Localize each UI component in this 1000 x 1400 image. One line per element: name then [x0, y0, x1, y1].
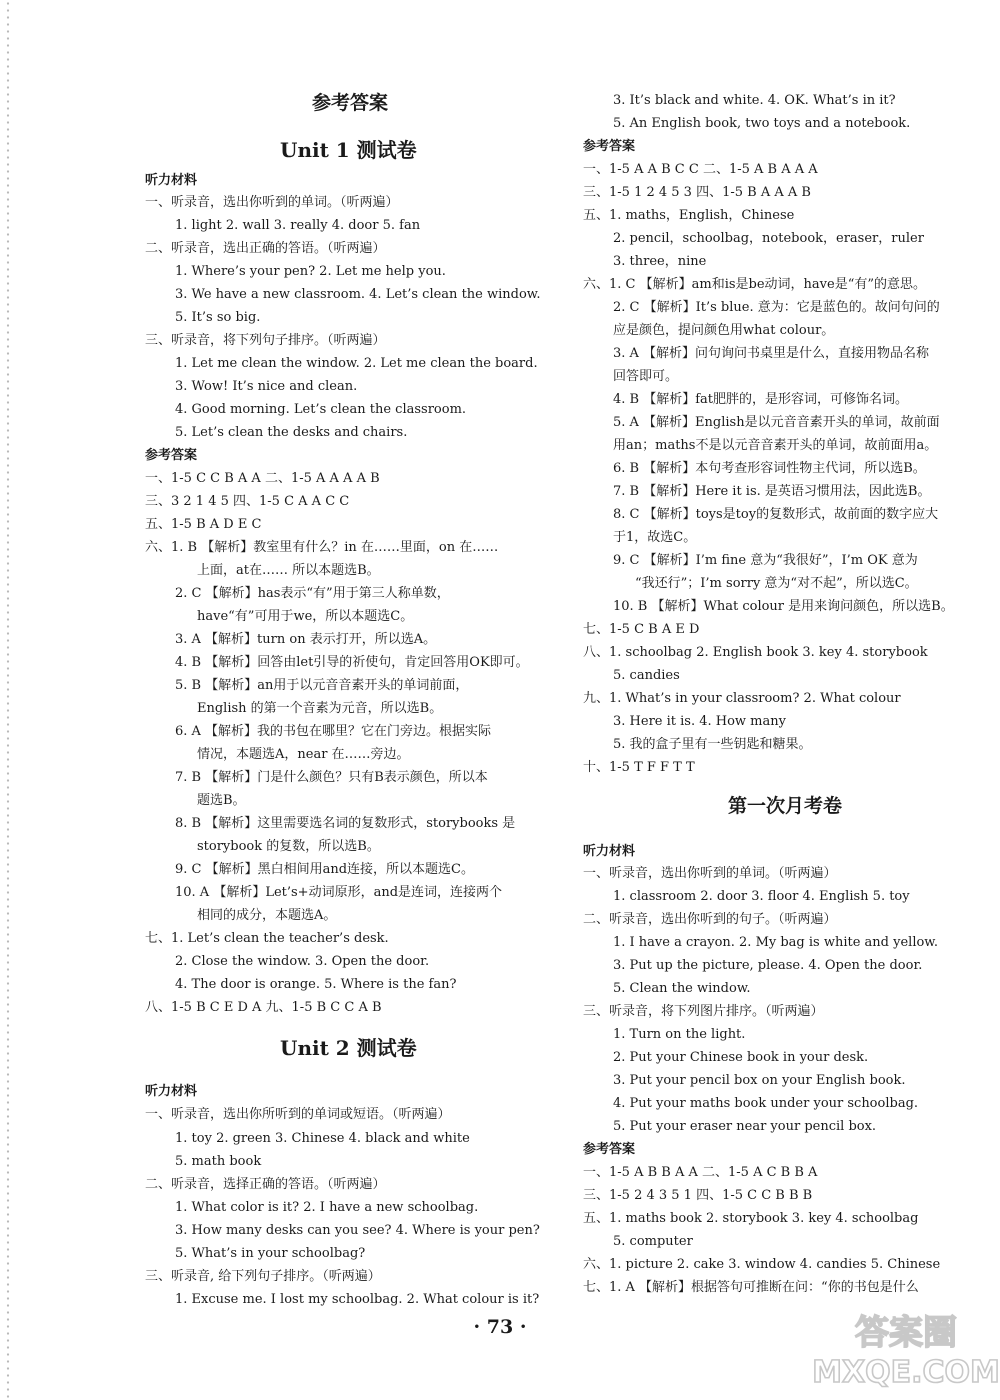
text-line: 3. We have a new classroom. 4. Let’s clean the window. [175, 287, 541, 302]
binding-dots [6, 0, 10, 1400]
text-line: 2. C 【解析】has表示“有”用于第三人称单数， [175, 586, 450, 601]
text-line: 三、听录音，将下列句子排序。（听两遍） [145, 333, 386, 348]
title: 参考答案 [312, 92, 389, 114]
text-line: 5. math book [175, 1154, 262, 1169]
text-line: 于1，故选C。 [613, 530, 697, 545]
text-line: 十、1-5 T F F T T [583, 760, 695, 775]
text-line: 3. Put up the picture, please. 4. Open the door. [613, 958, 923, 973]
text-line: 3. A 【解析】问句询问书桌里是什么，直接用物品名称 [613, 346, 930, 361]
text-line: 三、1-5 2 4 3 5 1 四、1-5 C C B B B [583, 1188, 813, 1203]
text-line: 2. Close the window. 3. Open the door. [175, 954, 430, 969]
text-line: 6. A 【解析】我的书包在哪里？它在门旁边。根据实际 [175, 724, 492, 739]
text-line: 10. B 【解析】What colour 是用来询问颜色，所以选B。 [613, 599, 954, 614]
text-line: 5. candies [613, 668, 680, 683]
text-line: 五、1. maths，English，Chinese [583, 208, 795, 223]
text-line: 4. Good morning. Let’s clean the classroom. [175, 402, 467, 417]
text-line: 3. It’s black and white. 4. OK. What’s in it? [613, 93, 896, 108]
text-line: 七、1-5 C B A E D [583, 622, 700, 637]
text-line: 三、听录音，将下列图片排序。（听两遍） [583, 1004, 824, 1019]
text-line: 4. B 【解析】回答由let引导的祈使句，肯定回答用OK即可。 [175, 655, 529, 670]
text-line: 三、1-5 1 2 4 5 3 四、1-5 B A A A B [583, 185, 811, 200]
text-line: 3. three，nine [613, 254, 707, 269]
text-line: 3. A 【解析】turn on 表示打开，所以选A。 [175, 632, 437, 647]
text-line: 七、1. Let’s clean the teacher’s desk. [145, 931, 389, 946]
text-line: 8. B 【解析】这里需要选名词的复数形式，storybooks 是 [175, 816, 516, 831]
text-line: 2. Put your Chinese book in your desk. [613, 1050, 869, 1065]
text-line: 4. Put your maths book under your schoolbag. [613, 1096, 919, 1111]
text-line: 1. light 2. wall 3. really 4. door 5. fan [175, 218, 421, 233]
text-line: 1. Turn on the light. [613, 1027, 746, 1042]
text-line: 五、1-5 B A D E C [145, 517, 262, 532]
text-line: 9. C 【解析】黑白相间用and连接，所以本题选C。 [175, 862, 475, 877]
text-line: 六、1. picture 2. cake 3. window 4. candies 5. Chinese [583, 1257, 941, 1272]
text-line: 4. B 【解析】fat肥胖的，是形容词，可修饰名词。 [613, 392, 909, 407]
text-line: 1. I have a crayon. 2. My bag is white and yellow. [613, 935, 939, 950]
title: Unit 1 测试卷 [280, 138, 417, 162]
text-line: 情况，本题选A，near 在……旁边。 [197, 747, 410, 762]
text-line: 5. What’s in your schoolbag? [175, 1246, 366, 1261]
text-line: 相同的成分，本题选A。 [197, 908, 337, 923]
text-line: 二、听录音，选出正确的答语。（听两遍） [145, 241, 386, 256]
text-line: 八、1-5 B C E D A 九、1-5 B C C A B [145, 1000, 382, 1015]
text-line: 5. Clean the window. [613, 981, 751, 996]
text-line: 八、1. schoolbag 2. English book 3. key 4. storybook [583, 645, 928, 660]
text-line: 上面，at在…… 所以本题选B。 [197, 563, 380, 578]
text-line: 一、听录音，选出你所听到的单词或短语。（听两遍） [145, 1107, 451, 1122]
text-line: 3. Wow! It’s nice and clean. [175, 379, 358, 394]
text-line: 回答即可。 [613, 369, 679, 384]
text-line: 六、1. B 【解析】教室里有什么？in 在……里面，on 在…… [145, 540, 499, 555]
section-heading: 参考答案 [583, 139, 636, 154]
section-heading: 听力材料 [145, 173, 198, 188]
text-line: 应是颜色，提问颜色用what colour。 [613, 323, 835, 338]
text-line: 5. An English book, two toys and a notebook. [613, 116, 911, 131]
text-line: 一、听录音，选出你听到的单词。（听两遍） [145, 195, 399, 210]
section-heading: 参考答案 [583, 1142, 636, 1157]
text-line: 7. B 【解析】门是什么颜色？只有B表示颜色，所以本 [175, 770, 488, 785]
page-number: · 73 · [473, 1316, 527, 1338]
text-line: 一、听录音，选出你听到的单词。（听两遍） [583, 866, 837, 881]
text-line: “我还行”；I’m sorry 意为“对不起”，所以选C。 [635, 576, 918, 591]
text-line: 5. It’s so big. [175, 310, 261, 325]
text-line: 三、听录音, 给下列句子排序。（听两遍） [145, 1269, 381, 1284]
text-line: 5. computer [613, 1234, 693, 1249]
section-heading: 听力材料 [583, 844, 636, 859]
text-line: 3. Put your pencil box on your English book. [613, 1073, 906, 1088]
text-line: 一、1-5 C C B A A 二、1-5 A A A A B [145, 471, 380, 486]
text-line: 一、1-5 A A B C C 二、1-5 A B A A A [583, 162, 818, 177]
text-line: have“有”可用于we，所以本题选C。 [197, 609, 414, 624]
section-heading: 参考答案 [145, 448, 198, 463]
text-line: storybook 的复数，所以选B。 [197, 839, 380, 854]
text-line: 二、听录音，选择正确的答语。（听两遍） [145, 1177, 386, 1192]
text-line: 九、1. What’s in your classroom? 2. What colour [583, 691, 901, 706]
text-line: 1. classroom 2. door 3. floor 4. English 5. toy [613, 889, 910, 904]
text-line: 题选B。 [197, 793, 246, 808]
watermark-top-text: 答案圈 [855, 1313, 957, 1353]
text-line: 5. B 【解析】an用于以元音音素开头的单词前面， [175, 678, 469, 693]
text-line: 4. The door is orange. 5. Where is the fan? [175, 977, 457, 992]
text-line: 二、听录音，选出你听到的句子。（听两遍） [583, 912, 837, 927]
text-line: English 的第一个音素为元音，所以选B。 [197, 701, 443, 716]
text-line: 2. pencil，schoolbag，notebook，eraser，ruler [613, 231, 924, 246]
text-line: 2. C 【解析】It’s blue. 意为：它是蓝色的。故问句问的 [613, 300, 940, 315]
text-line: 5. Put your eraser near your pencil box. [613, 1119, 877, 1134]
text-line: 五、1. maths book 2. storybook 3. key 4. schoolbag [583, 1211, 919, 1226]
watermark-logo [812, 1306, 1000, 1390]
text-line: 1. Where’s your pen? 2. Let me help you. [175, 264, 446, 279]
text-line: 1. toy 2. green 3. Chinese 4. black and white [175, 1131, 470, 1146]
text-line: 六、1. C 【解析】am和is是be动词，have是“有”的意思。 [583, 277, 926, 292]
text-line: 用an；maths不是以元音音素开头的单词，故前面用a。 [613, 438, 938, 453]
text-line: 8. C 【解析】toys是toy的复数形式，故前面的数字应大 [613, 507, 939, 522]
title: Unit 2 测试卷 [280, 1036, 417, 1060]
text-line: 3. How many desks can you see? 4. Where is your pen? [175, 1223, 540, 1238]
text-line: 三、3 2 1 4 5 四、1-5 C A A C C [145, 494, 350, 509]
text-line: 七、1. A 【解析】根据答句可推断在问：“你的书包是什么 [583, 1280, 919, 1295]
text-line: 1. Let me clean the window. 2. Let me clean the board. [175, 356, 538, 371]
text-line: 5. 我的盒子里有一些钥匙和糖果。 [613, 737, 812, 752]
section-heading: 听力材料 [145, 1084, 198, 1099]
text-line: 5. Let’s clean the desks and chairs. [175, 425, 408, 440]
text-line: 5. A 【解析】English是以元音音素开头的单词，故前面 [613, 415, 940, 430]
text-line: 1. What color is it? 2. I have a new schoolbag. [175, 1200, 479, 1215]
title: 第一次月考卷 [728, 795, 843, 817]
text-line: 一、1-5 A B B A A 二、1-5 A C B B A [583, 1165, 818, 1180]
text-line: 1. Excuse me. I lost my schoolbag. 2. What colour is it? [175, 1292, 540, 1307]
text-line: 3. Here it is. 4. How many [613, 714, 786, 729]
text-line: 9. C 【解析】I’m fine 意为“我很好”，I’m OK 意为 [613, 553, 918, 568]
text-line: 10. A 【解析】Let’s+动词原形，and是连词，连接两个 [175, 885, 503, 900]
watermark-bottom-text: MXQE.COM [812, 1355, 1000, 1390]
text-line: 7. B 【解析】Here it is. 是英语习惯用法，因此选B。 [613, 484, 931, 499]
text-line: 6. B 【解析】本句考查形容词性物主代词，所以选B。 [613, 461, 926, 476]
